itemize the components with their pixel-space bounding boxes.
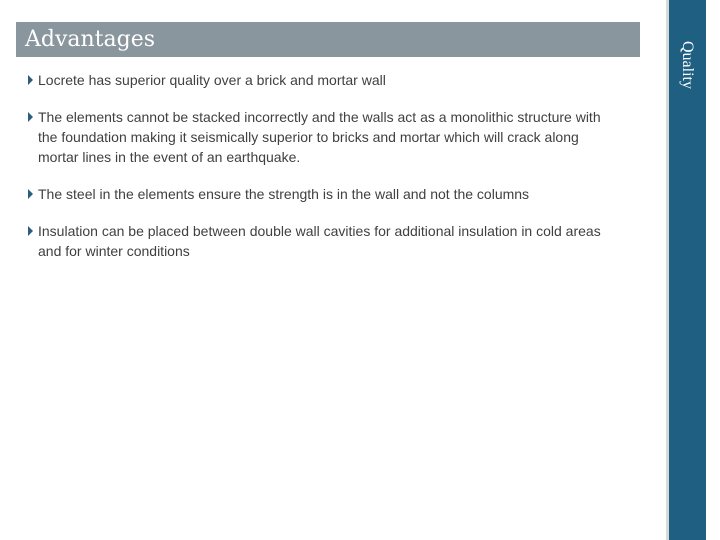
triangle-bullet-icon xyxy=(28,112,33,122)
bullet-text: The steel in the elements ensure the strength is in the wall and not the columns xyxy=(38,186,530,202)
bullet-item xyxy=(28,70,618,90)
bullet-text: The elements cannot be stacked incorrectly and the walls act as a monolithic structure with the foundation making it seismically superior to bricks and mortar which will crack along mortar lines in the event of an earthquake. xyxy=(38,109,601,165)
bullet-text: Insulation can be placed between double wall cavities for additional insulation in cold areas and for winter conditions xyxy=(38,223,601,259)
bullet-item xyxy=(28,184,618,204)
slide-title: Advantages xyxy=(25,27,156,52)
title-bar xyxy=(16,22,640,57)
triangle-bullet-icon xyxy=(28,75,33,85)
bullet-list xyxy=(28,70,618,278)
triangle-bullet-icon xyxy=(28,226,33,236)
bullet-item xyxy=(28,107,618,167)
bullet-text: Locrete has superior quality over a brick and mortar wall xyxy=(38,72,386,88)
triangle-bullet-icon xyxy=(28,189,33,199)
bullet-item xyxy=(28,221,618,261)
section-label: Quality xyxy=(679,41,696,89)
